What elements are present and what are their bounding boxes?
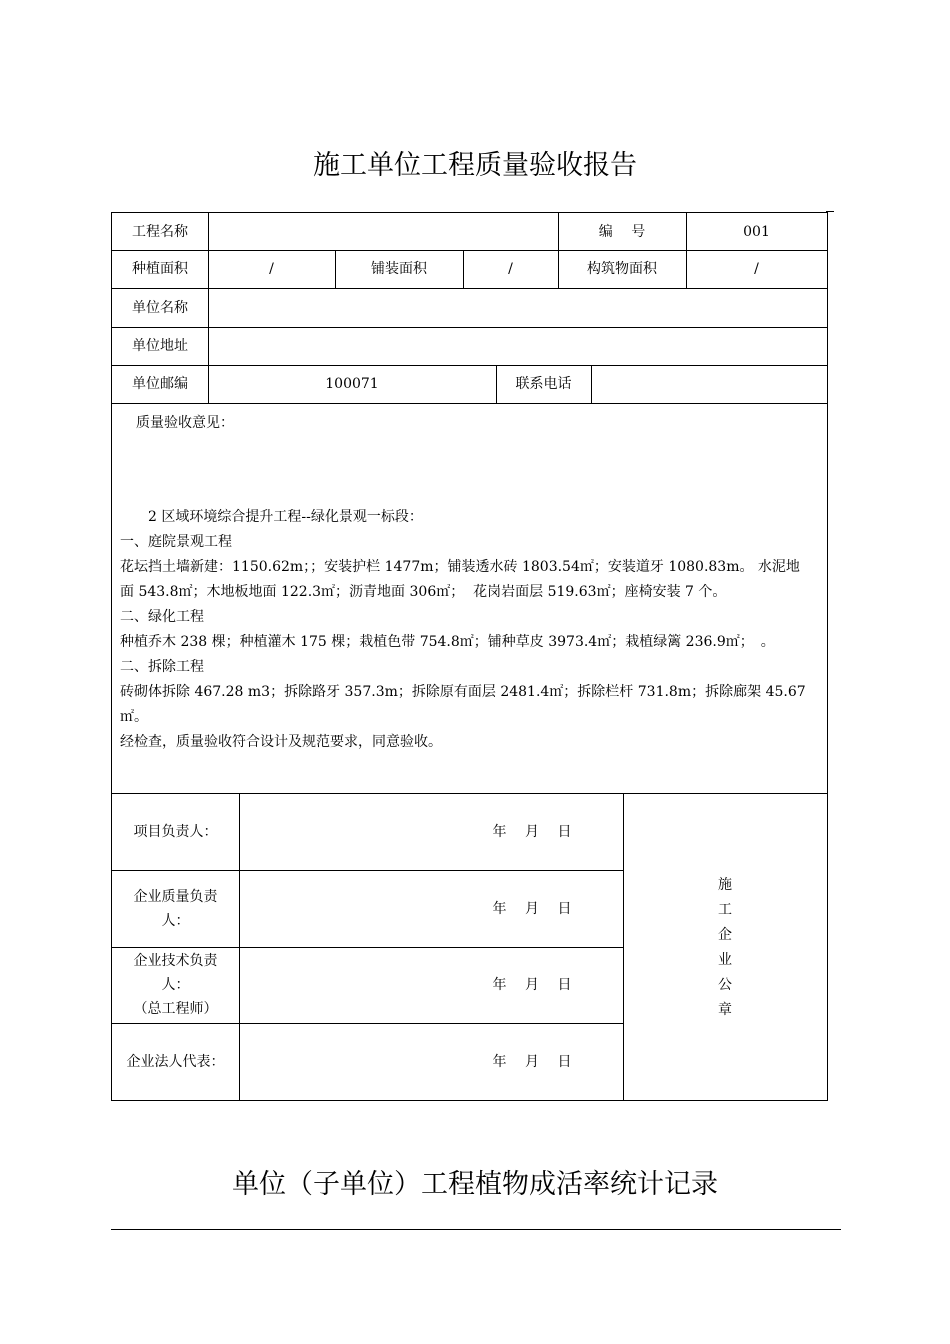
opinion-line: ㎡。 — [120, 709, 148, 725]
unit-address-value — [208, 327, 827, 365]
report-title: 施工单位工程质量验收报告 — [313, 150, 637, 181]
quality-leader-label — [112, 870, 239, 947]
structure-area-label: 构筑物面积 — [587, 261, 657, 277]
seal-char: 公 — [718, 977, 732, 993]
tech-leader-date: 年 月 日 — [492, 977, 572, 993]
quality-leader-label-line: 企业质量负责 — [133, 888, 218, 905]
company-seal-text — [623, 873, 827, 1023]
postcode-value: 100071 — [325, 376, 379, 392]
unit-address-label: 单位地址 — [132, 338, 188, 354]
quality-leader-label-line: 人： — [161, 912, 190, 929]
phone-value — [591, 365, 827, 403]
paving-area-value: / — [508, 261, 513, 277]
legal-rep-label: 企业法人代表： — [126, 1053, 225, 1070]
seal-char: 章 — [718, 1002, 732, 1018]
opinion-line: 砖砌体拆除 467.28 m3；拆除路牙 357.3m；拆除原有面层 2481.4㎡；拆除栏杆 731.8m；拆除廊架 45.67 — [120, 684, 806, 700]
survival-record-title: 单位（子单位）工程植物成活率统计记录 — [232, 1169, 718, 1200]
seal-char: 施 — [718, 877, 732, 893]
seal-char: 业 — [718, 952, 732, 968]
tech-leader-label-line: （总工程师） — [133, 1001, 218, 1017]
opinion-body — [120, 505, 820, 755]
opinion-line: 面 543.8㎡；木地板地面 122.3㎡；沥青地面 306㎡； 花岗岩面层 519.63㎡；座椅安装 7 个。 — [120, 584, 727, 600]
opinion-line: 花坛挡土墙新建：1150.62m；；安装护栏 1477m；铺装透水砖 1803.54㎡；安装道牙 1080.83m。 水泥地 — [120, 559, 800, 575]
planting-area-label: 种植面积 — [132, 261, 188, 277]
tech-leader-label-line: 人： — [161, 977, 190, 993]
opinion-line: 2 区域环境综合提升工程--绿化景观一标段： — [120, 509, 423, 525]
structure-area-value: / — [754, 261, 759, 277]
quality-leader-date: 年 月 日 — [492, 900, 572, 917]
project-name-value — [208, 213, 558, 250]
unit-name-label: 单位名称 — [132, 299, 188, 316]
opinion-line: 种植乔木 238 棵；种植灌木 175 棵；栽植色带 754.8㎡；铺种草皮 3973.4㎡；栽植绿篱 236.9㎡； 。 — [120, 634, 775, 650]
unit-name-value — [208, 288, 827, 327]
seal-char: 工 — [718, 902, 732, 918]
number-label: 编 号 — [598, 223, 646, 240]
opinion-line: 一、庭院景观工程 — [120, 534, 232, 550]
acceptance-report-table — [111, 212, 828, 1101]
tech-leader-label-line: 企业技术负责 — [133, 953, 218, 969]
project-leader-label: 项目负责人： — [133, 823, 218, 840]
legal-rep-date: 年 月 日 — [492, 1053, 572, 1070]
project-name-label: 工程名称 — [132, 223, 188, 240]
section-divider — [111, 1229, 841, 1230]
opinion-line: 二、绿化工程 — [120, 609, 204, 625]
tech-leader-label — [112, 947, 239, 1023]
phone-label: 联系电话 — [515, 376, 572, 392]
number-value: 001 — [743, 223, 770, 240]
opinion-line: 二、拆除工程 — [120, 659, 204, 675]
seal-char: 企 — [718, 927, 732, 943]
opinion-line: 经检查，质量验收符合设计及规范要求，同意验收。 — [120, 734, 442, 750]
planting-area-value: / — [269, 261, 274, 277]
project-leader-date: 年 月 日 — [492, 823, 572, 840]
paving-area-label: 铺装面积 — [371, 261, 427, 277]
opinion-label: 质量验收意见： — [136, 415, 234, 431]
postcode-label: 单位邮编 — [132, 376, 188, 392]
